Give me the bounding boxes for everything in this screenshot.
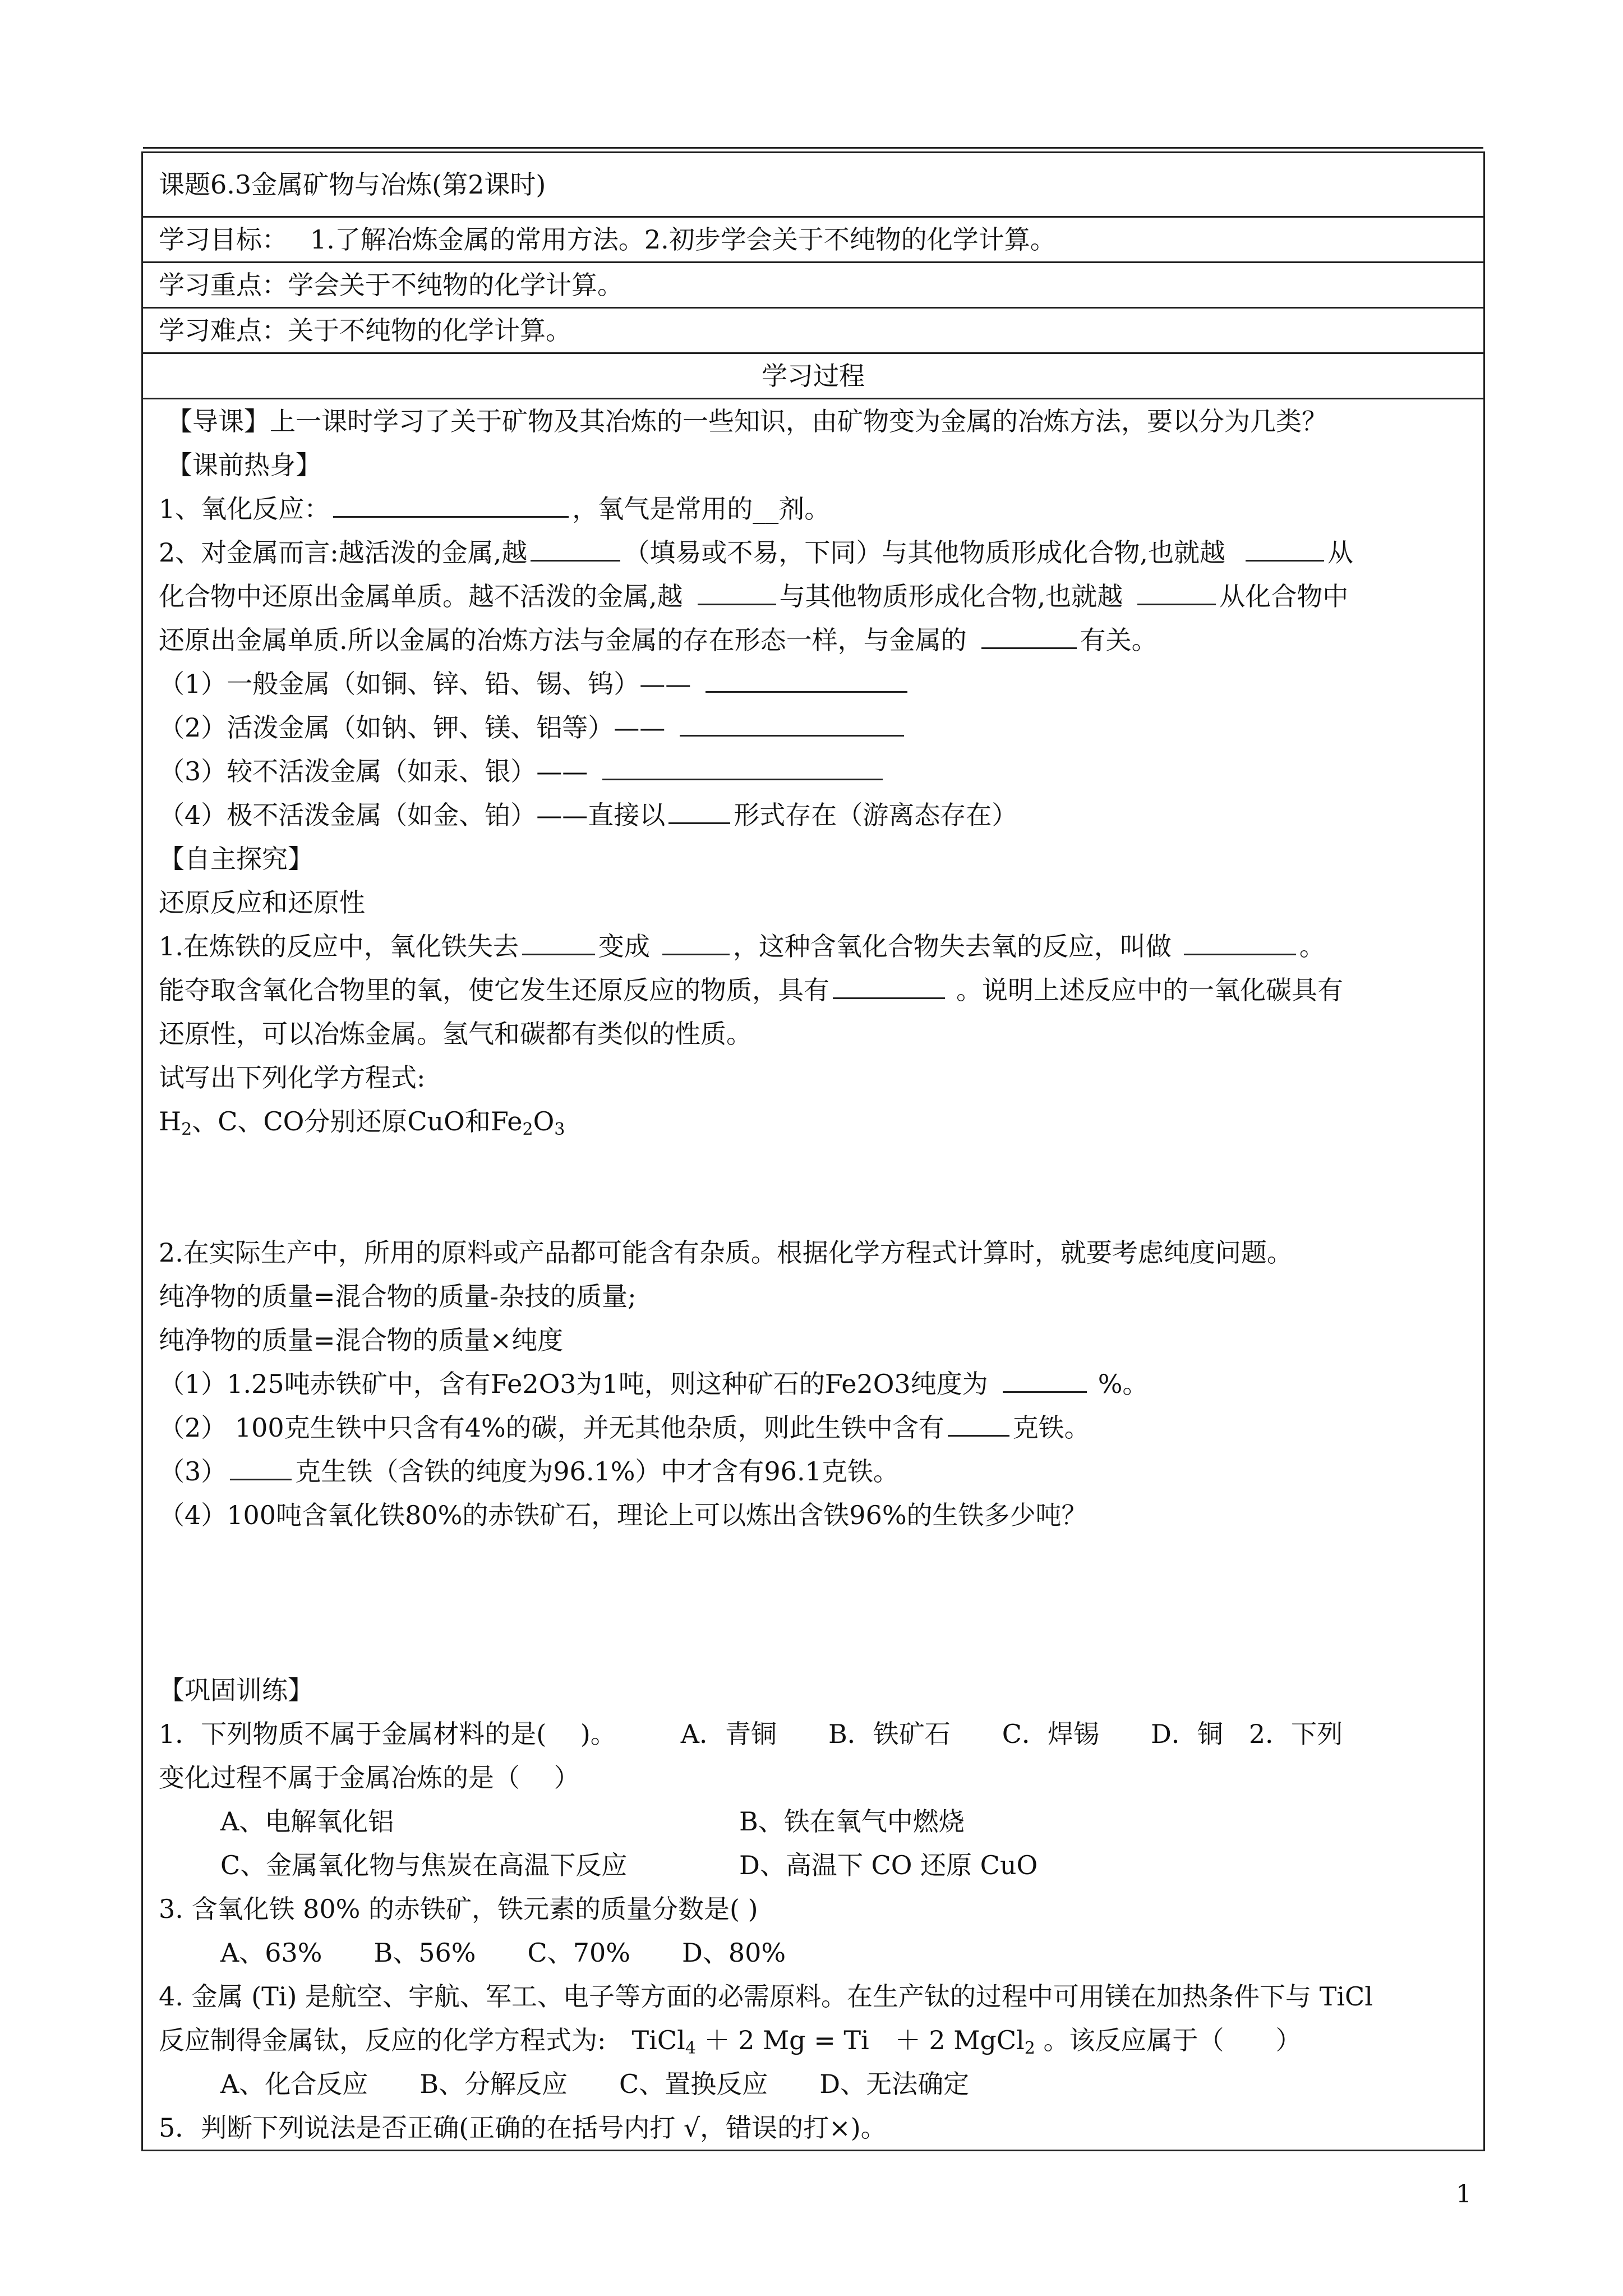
key-points-row bbox=[142, 263, 1484, 308]
answer-blank[interactable] bbox=[706, 665, 907, 693]
answer-blank[interactable] bbox=[1003, 1365, 1087, 1393]
answer-blank[interactable] bbox=[698, 578, 776, 605]
answer-blank[interactable] bbox=[668, 797, 730, 824]
calc-2: （2） 100克生铁中只含有4%的碳，并无其他杂质，则此生铁中含有 克铁。 bbox=[159, 1406, 1468, 1450]
answer-blank[interactable] bbox=[662, 928, 730, 955]
practice-q4-line2: 反应制得金属钛，反应的化学方程式为: TiCl$_4$ ＋ 2 Mg = Ti ＋ 2 MgCl$_2$ 。该反应属于（ ） bbox=[159, 2025, 1302, 2058]
process-body bbox=[142, 399, 1484, 2151]
practice-q4-line1: 4. 金属 (Ti) 是航空、宇航、军工、电子等方面的必需原料。在生产钛的过程中可用镁在加热条件下与 TiCl bbox=[159, 1981, 1373, 2012]
warmup-q1: 1、氧化反应： ，氧气是常用的__剂。 bbox=[159, 487, 1468, 531]
warmup-q2-line1: 2、对金属而言:越活泼的金属,越 （填易或不易，下同）与其他物质形成化合物,也就越 从 bbox=[159, 531, 1468, 574]
objectives-row bbox=[142, 217, 1484, 263]
explore-subheading: 还原反应和还原性 bbox=[159, 887, 365, 918]
practice-q2-row1: A、电解氧化铝 B、铁在氧气中燃烧 bbox=[220, 1806, 965, 1837]
warmup-item-4: （4）极不活泼金属（如金、铂）——直接以 形式存在（游离态存在） bbox=[159, 793, 1468, 837]
explore-p3: 还原性，可以冶炼金属。氢气和碳都有类似的性质。 bbox=[159, 1019, 752, 1049]
warmup-item-2: （2）活泼金属（如钠、钾、镁、铝等）—— bbox=[159, 706, 1468, 749]
answer-blank[interactable] bbox=[602, 753, 883, 780]
practice-q3: 3. 含氧化铁 80% 的赤铁矿，铁元素的质量分数是( ) bbox=[159, 1894, 758, 1924]
answer-blank[interactable] bbox=[1246, 534, 1324, 562]
equation-prompt: $H_2$、C、CO分别还原CuO和$Fe_2O_3$ bbox=[159, 1106, 565, 1139]
answer-blank[interactable] bbox=[1184, 928, 1296, 955]
header-rule bbox=[143, 147, 1483, 149]
warmup-heading: 【课前热身】 bbox=[167, 450, 321, 480]
purity-line2: 纯净物的质量=混合物的质量-杂技的质量; bbox=[159, 1281, 637, 1312]
answer-blank[interactable] bbox=[833, 972, 945, 999]
answer-blank[interactable] bbox=[522, 928, 595, 955]
answer-blank[interactable] bbox=[531, 534, 620, 562]
intro-text: 【导课】上一课时学习了关于矿物及其冶炼的一些知识，由矿物变为金属的冶炼方法，要以分为几类？ bbox=[167, 406, 1327, 436]
explore-p1: 1.在炼铁的反应中，氧化铁失去 变成 ，这种含氧化合物失去氧的反应，叫做 。 bbox=[159, 924, 1468, 968]
key-points-text: 学会关于不纯物的化学计算。 bbox=[288, 270, 623, 300]
answer-blank[interactable] bbox=[680, 709, 904, 737]
answer-blank[interactable] bbox=[981, 622, 1077, 649]
explore-p2: 能夺取含氧化合物里的氧，使它发生还原反应的物质，具有 。说明上述反应中的一氧化碳具有 bbox=[159, 968, 1468, 1012]
answer-blank[interactable] bbox=[948, 1409, 1009, 1437]
warmup-item-1: （1）一般金属（如铜、锌、铅、锡、钨）—— bbox=[159, 662, 1468, 706]
purity-line1: 2.在实际生产中，所用的原料或产品都可能含有杂质。根据化学方程式计算时，就要考虑纯度问题。 bbox=[159, 1237, 1293, 1268]
practice-q1-line2: 变化过程不属于金属冶炼的是（ ） bbox=[159, 1763, 580, 1793]
calc-3: （3） 克生铁（含铁的纯度为96.1%）中才含有96.1克铁。 bbox=[159, 1450, 1468, 1493]
answer-space[interactable] bbox=[159, 1537, 1468, 1668]
answer-blank[interactable] bbox=[1137, 578, 1216, 605]
lesson-table bbox=[141, 151, 1485, 2151]
lesson-title: 课题6.3金属矿物与冶炼(第2课时) bbox=[142, 153, 1484, 217]
process-header: 学习过程 bbox=[142, 353, 1484, 399]
difficulties-text: 关于不纯物的化学计算。 bbox=[288, 315, 571, 346]
answer-space[interactable] bbox=[159, 1143, 1468, 1231]
explore-p4: 试写出下列化学方程式: bbox=[159, 1062, 426, 1093]
difficulties-label: 学习难点： bbox=[159, 315, 288, 346]
objectives-label: 学习目标： bbox=[159, 224, 288, 255]
practice-q2-row2: C、金属氧化物与焦炭在高温下反应 D、高温下 CO 还原 CuO bbox=[220, 1850, 1038, 1880]
practice-heading: 【巩固训练】 bbox=[159, 1675, 313, 1705]
calc-4: （4）100吨含氧化铁80%的赤铁矿石，理论上可以炼出含铁96%的生铁多少吨？ bbox=[159, 1500, 1087, 1530]
purity-line3: 纯净物的质量=混合物的质量×纯度 bbox=[159, 1325, 564, 1355]
practice-q4-options: A、化合反应 B、分解反应 C、置换反应 D、无法确定 bbox=[220, 2069, 970, 2099]
warmup-item-3: （3）较不活泼金属（如汞、银）—— bbox=[159, 749, 1468, 793]
calc-1: （1）1.25吨赤铁矿中，含有Fe2O3为1吨，则这种矿石的Fe2O3纯度为 %。 bbox=[159, 1362, 1468, 1406]
explore-heading: 【自主探究】 bbox=[159, 844, 313, 874]
practice-q3-options: A、63% B、56% C、70% D、80% bbox=[220, 1938, 786, 1968]
difficulties-row bbox=[142, 308, 1484, 353]
page-number: 1 bbox=[1456, 2180, 1472, 2208]
warmup-q2-line2: 化合物中还原出金属单质。越不活泼的金属,越 与其他物质形成化合物,也就越 从化合物中 bbox=[159, 574, 1468, 618]
objectives-text: 1.了解冶炼金属的常用方法。2.初步学会关于不纯物的化学计算。 bbox=[310, 224, 1056, 255]
answer-blank[interactable] bbox=[230, 1453, 292, 1480]
practice-q1-line1: 1．下列物质不属于金属材料的是( )。 A．青铜 B．铁矿石 C．焊锡 D．铜 2．下列 bbox=[159, 1719, 1343, 1749]
practice-q5: 5．判断下列说法是否正确(正确的在括号内打 √，错误的打×)。 bbox=[159, 2113, 887, 2143]
warmup-q2-line3: 还原出金属单质.所以金属的冶炼方法与金属的存在形态一样，与金属的 有关。 bbox=[159, 618, 1468, 662]
answer-blank[interactable] bbox=[333, 490, 569, 518]
key-points-label: 学习重点： bbox=[159, 270, 288, 300]
